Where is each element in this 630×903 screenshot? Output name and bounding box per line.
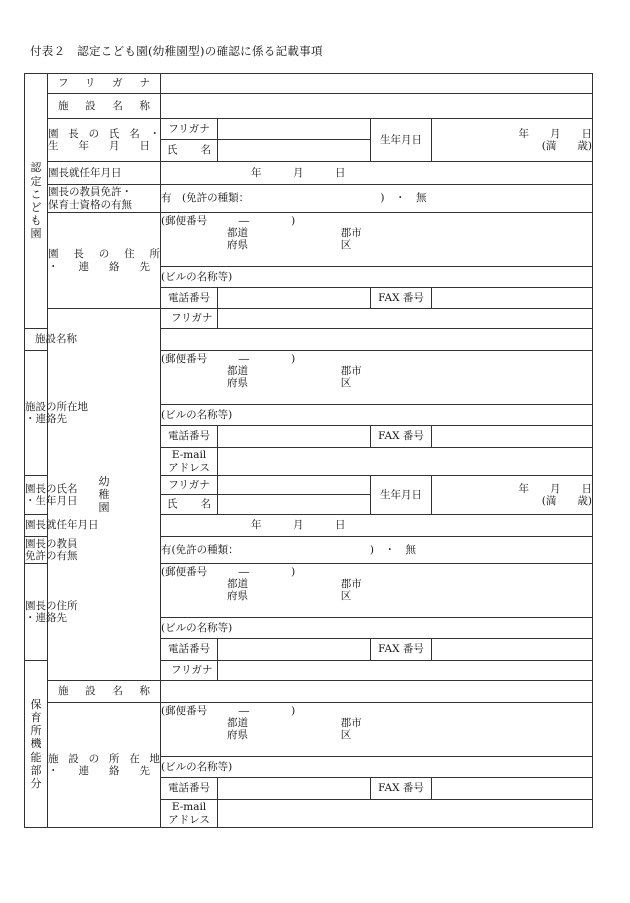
facility-fax-field[interactable] [432,426,593,448]
label-tel: 電話番号 [161,426,218,448]
label-menkyo: 園長の教員 免許の有無 [25,537,78,562]
license-field[interactable]: 有 (免許の種類： ) ・ 無 [161,185,593,213]
facility-name-field[interactable] [161,94,593,119]
director-birthdate-field[interactable]: 年 月 日 (満 歳) [432,476,593,515]
license-field[interactable]: 有(免許の種類： ) ・ 無 [161,537,593,564]
label-jusho: 園長の住所 ・連絡先 [25,564,48,661]
label-jusho: 園長の住所 ・連絡先 [48,213,161,309]
label-birthdate: 生年月日 [371,476,432,515]
label-tel: 電話番号 [161,288,218,309]
director-tel-field[interactable] [218,639,371,661]
director-name-field[interactable] [218,140,371,162]
label-menkyo: 園長の教員免許・ 保育士資格の有無 [48,185,161,213]
director-address-field[interactable]: (郵便番号 ― ) 都道 府県 郡市 区 [161,213,593,267]
facility-name-field[interactable] [161,329,593,351]
section-nintei-kodomoen: 認定こども園 [25,74,48,329]
label-birthdate: 生年月日 [371,119,432,162]
director-fax-field[interactable] [432,639,593,661]
facility-name-field[interactable] [161,681,593,703]
label-tel: 電話番号 [161,778,218,800]
label-fax: FAX 番号 [371,639,432,661]
label-shunin: 園長就任年月日 [48,162,161,185]
facility-address-field[interactable]: (郵便番号 ― ) 都道 府県 郡市 区 [161,703,593,757]
furigana-field[interactable] [218,661,593,681]
label-shisetsu-meisho: 施設名称 [25,329,48,351]
form-title: 付表２ 認定こども園(幼稚園型)の確認に係る記載事項 [30,44,323,58]
director-building-field[interactable]: (ビルの名称等) [161,618,593,639]
facility-tel-field[interactable] [218,778,371,800]
director-furigana-field[interactable] [218,119,371,140]
label-furigana: フリガナ [161,661,218,681]
label-fax: FAX 番号 [371,778,432,800]
label-furigana: フリガナ [48,74,161,94]
label-encho-name-birth: 園長の氏名・ 生年月日 [48,119,161,162]
facility-building-field[interactable]: (ビルの名称等) [161,405,593,426]
label-shozaichi: 施設の所在地 ・連絡先 [25,351,48,476]
appointment-date-field[interactable]: 年 月 日 [161,515,593,537]
director-birthdate-field[interactable]: 年 月 日 (満 歳) [432,119,593,162]
label-sub-furigana: フリガナ [161,476,218,495]
furigana-field[interactable] [161,74,593,94]
label-sub-shimei: 氏名 [161,495,218,515]
facility-email-field[interactable] [218,448,593,476]
director-tel-field[interactable] [218,288,371,309]
confirmation-form-table [24,73,593,828]
label-encho-name-birth: 園長の氏名 ・生年月日 [25,476,48,515]
section-hoikusho-kinou: 保育所機能部分 [25,661,48,828]
label-fax: FAX 番号 [371,426,432,448]
director-address-field[interactable]: (郵便番号 ― ) 都道 府県 郡市 区 [161,564,593,618]
label-email: E-mail アドレス [161,800,218,828]
director-building-field[interactable]: (ビルの名称等) [161,267,593,288]
label-tel: 電話番号 [161,639,218,661]
director-fax-field[interactable] [432,288,593,309]
label-email: E-mail アドレス [161,448,218,476]
label-sub-shimei: 氏名 [161,140,218,162]
facility-address-field[interactable]: (郵便番号 ― ) 都道 府県 郡市 区 [161,351,593,405]
section-youchien: 幼稚園 [48,309,161,681]
label-shozaichi: 施設の所在地 ・連絡先 [48,703,161,828]
appointment-date-field[interactable]: 年 月 日 [161,162,593,185]
label-shisetsu-meisho: 施設名称 [48,94,161,119]
facility-email-field[interactable] [218,800,593,828]
label-furigana: フリガナ [161,309,218,329]
label-fax: FAX 番号 [371,288,432,309]
director-name-field[interactable] [218,495,371,515]
label-sub-furigana: フリガナ [161,119,218,140]
facility-fax-field[interactable] [432,778,593,800]
director-furigana-field[interactable] [218,476,371,495]
furigana-field[interactable] [218,309,593,329]
label-shunin: 園長就任年月日 [25,515,48,537]
label-shisetsu-meisho: 施設名称 [48,681,161,703]
facility-building-field[interactable]: (ビルの名称等) [161,757,593,778]
facility-tel-field[interactable] [218,426,371,448]
